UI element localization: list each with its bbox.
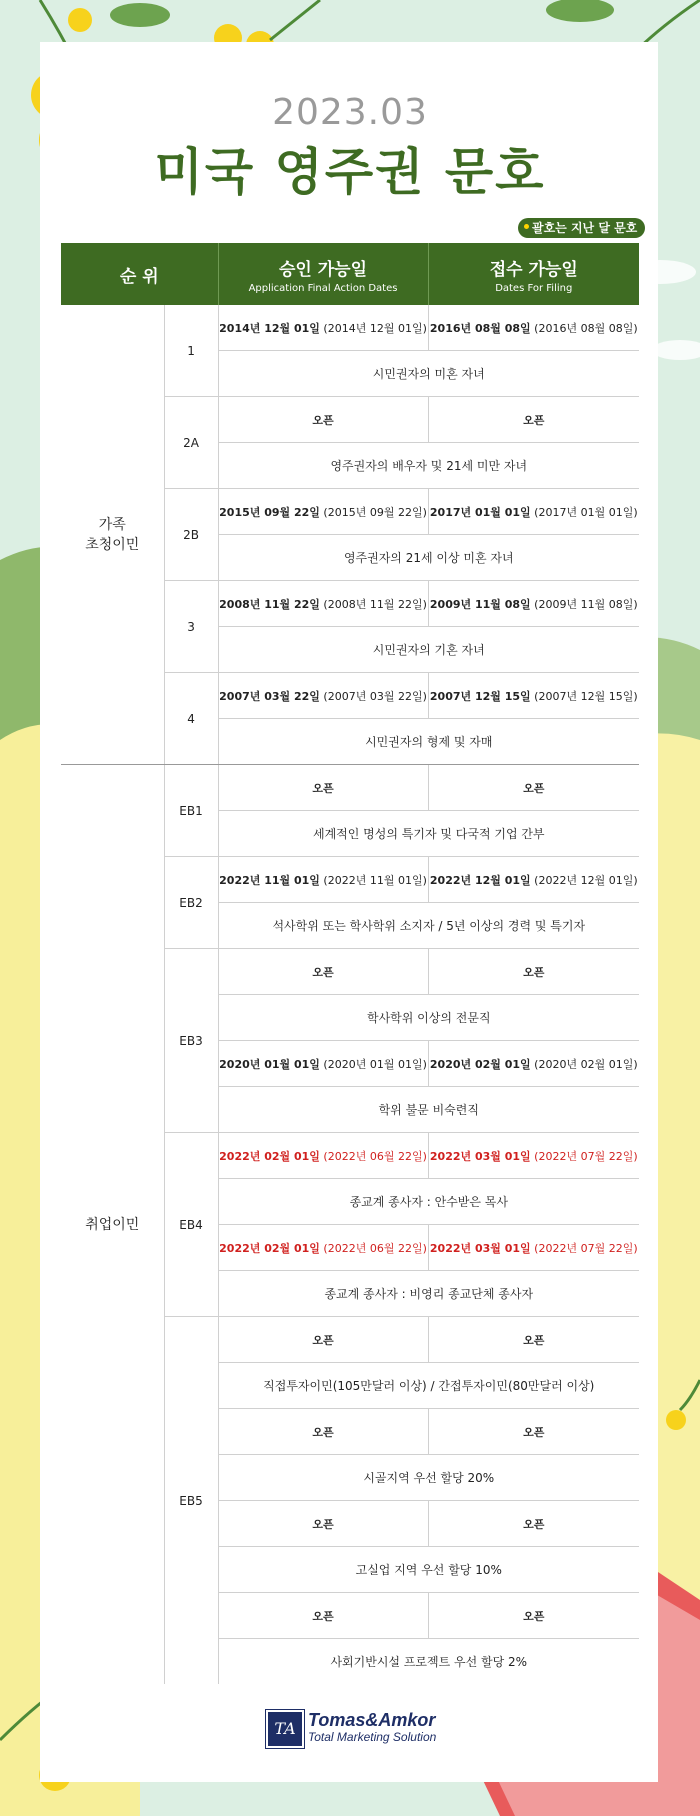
filing-date: 2022년 03월 01일 (2022년 07월 22일) [428,1133,639,1179]
final-action-date: 2022년 02월 01일 (2022년 06월 22일) [218,1133,428,1179]
filing-date: 2016년 08월 08일 (2016년 08월 08일) [428,305,639,351]
final-action-date: 오픈 [218,1593,428,1639]
category-description: 시민권자의 기혼 자녀 [218,627,639,673]
header-filing: 접수 가능일 Dates For Filing [428,243,639,305]
category-description: 시골지역 우선 할당 20% [218,1455,639,1501]
filing-date: 2020년 02월 01일 (2020년 02월 01일) [428,1041,639,1087]
filing-date: 2007년 12월 15일 (2007년 12월 15일) [428,673,639,719]
table-header-row [61,243,639,305]
category-employment: 취업이민 [85,1216,140,1233]
final-action-date: 2008년 11월 22일 (2008년 11월 22일) [218,581,428,627]
table-row [61,765,639,811]
filing-date: 2022년 12월 01일 (2022년 12월 01일) [428,857,639,903]
filing-date: 오픈 [428,397,639,443]
filing-date: 2017년 01월 01일 (2017년 01월 01일) [428,489,639,535]
filing-date: 오픈 [428,1501,639,1547]
subcategory-code: EB4 [164,1133,218,1317]
header-rank: 순 위 [61,243,218,305]
final-action-date: 오픈 [218,1317,428,1363]
category-description: 사회기반시설 프로젝트 우선 할당 2% [218,1639,639,1685]
category-description: 고실업 지역 우선 할당 10% [218,1547,639,1593]
subcategory-code: EB5 [164,1317,218,1685]
category-description: 세계적인 명성의 특기자 및 다국적 기업 간부 [218,811,639,857]
final-action-date: 오픈 [218,1501,428,1547]
category-description: 종교계 종사자 : 비영리 종교단체 종사자 [218,1271,639,1317]
subcategory-code: EB3 [164,949,218,1133]
category-description: 석사학위 또는 학사학위 소지자 / 5년 이상의 경력 및 특기자 [218,903,639,949]
category-family: 가족 초청이민 [61,305,164,765]
table-row [61,305,639,351]
company-name: Tomas&Amkor [308,1710,436,1730]
final-action-date: 오픈 [218,949,428,995]
subcategory-code: 1 [164,305,218,397]
filing-date: 오픈 [428,765,639,811]
final-action-date: 2014년 12월 01일 (2014년 12월 01일) [218,305,428,351]
company-tagline: Total Marketing Solution [308,1730,437,1744]
final-action-date: 2022년 02월 01일 (2022년 06월 22일) [218,1225,428,1271]
category-description: 영주권자의 21세 이상 미혼 자녀 [218,535,639,581]
final-action-date: 오픈 [218,1409,428,1455]
filing-date: 오픈 [428,949,639,995]
subcategory-code: 2A [164,397,218,489]
note-badge [518,218,645,238]
subcategory-code: 3 [164,581,218,673]
final-action-date: 2015년 09월 22일 (2015년 09월 22일) [218,489,428,535]
subcategory-code: 4 [164,673,218,765]
filing-date: 오픈 [428,1593,639,1639]
final-action-date: 오픈 [218,765,428,811]
category-description: 학사학위 이상의 전문직 [218,995,639,1041]
category-description: 영주권자의 배우자 및 21세 미만 자녀 [218,443,639,489]
dot-icon [524,224,529,229]
visa-bulletin-table [61,243,639,1684]
category-description: 학위 불문 비숙련직 [218,1087,639,1133]
category-description: 시민권자의 형제 및 자매 [218,719,639,765]
header-final-action: 승인 가능일 Application Final Action Dates [218,243,428,305]
final-action-date: 2022년 11월 01일 (2022년 11월 01일) [218,857,428,903]
final-action-date: 오픈 [218,397,428,443]
filing-date: 2022년 03월 01일 (2022년 07월 22일) [428,1225,639,1271]
subcategory-code: EB1 [164,765,218,857]
category-description: 종교계 종사자 : 안수받은 목사 [218,1179,639,1225]
category-description: 직접투자이민(105만달러 이상) / 간접투자이민(80만달러 이상) [218,1363,639,1409]
subcategory-code: EB2 [164,857,218,949]
logo-mark-icon: TA [266,1710,304,1748]
subcategory-code: 2B [164,489,218,581]
period-label: 2023.03 [272,92,428,133]
filing-date: 오픈 [428,1409,639,1455]
filing-date: 오픈 [428,1317,639,1363]
final-action-date: 2020년 01월 01일 (2020년 01월 01일) [218,1041,428,1087]
page-title: 미국 영주권 문호 [154,143,546,201]
final-action-date: 2007년 03월 22일 (2007년 03월 22일) [218,673,428,719]
category-description: 시민권자의 미혼 자녀 [218,351,639,397]
note-text: 괄호는 지난 달 문호 [532,221,638,235]
filing-date: 2009년 11월 08일 (2009년 11월 08일) [428,581,639,627]
